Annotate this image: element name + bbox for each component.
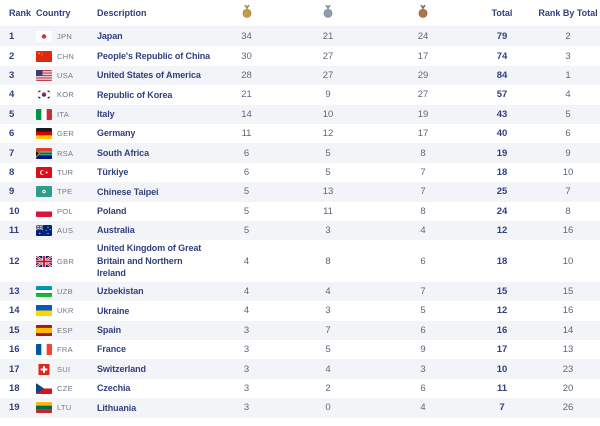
table-row[interactable] (0, 124, 600, 143)
bronze-medal-icon (378, 5, 468, 21)
country-code: JPN (57, 32, 73, 42)
rank-cell: 13 (9, 285, 20, 297)
country-cell (36, 109, 97, 120)
country-code: GER (57, 129, 75, 139)
gold-medal-icon (215, 5, 278, 21)
silver-count: 5 (325, 344, 331, 356)
country-cell (36, 364, 97, 375)
country-cell (36, 167, 97, 178)
total-count: 57 (496, 89, 508, 101)
table-row[interactable] (0, 163, 600, 182)
bronze-count: 29 (417, 69, 429, 81)
country-code: UKR (57, 306, 74, 316)
rank-cell: 17 (9, 363, 20, 375)
gold-count: 14 (241, 108, 252, 120)
bronze-count: 27 (417, 89, 429, 101)
country-flag-icon (36, 51, 52, 62)
gold-count: 34 (241, 31, 252, 43)
table-row[interactable] (0, 240, 600, 282)
total-count: 15 (496, 285, 508, 297)
total-count: 43 (496, 108, 508, 120)
total-count: 12 (496, 305, 508, 317)
rank-cell: 4 (9, 89, 15, 101)
country-name: Ukraine (97, 305, 130, 316)
rank-cell: 18 (9, 382, 20, 394)
silver-count: 3 (325, 225, 331, 237)
rank-cell: 8 (9, 166, 15, 178)
rank-cell: 2 (9, 50, 15, 62)
country-name: Chinese Taipei (97, 186, 159, 197)
rank-by-total: 20 (562, 382, 574, 394)
country-cell (36, 148, 97, 159)
total-count: 18 (496, 255, 508, 267)
total-count: 24 (496, 205, 508, 217)
bronze-count: 7 (420, 186, 426, 198)
silver-count: 13 (322, 186, 334, 198)
rank-by-total: 5 (565, 108, 571, 120)
silver-count: 3 (325, 305, 331, 317)
table-row[interactable] (0, 105, 600, 124)
country-name: France (97, 344, 126, 355)
country-flag-icon (36, 206, 52, 217)
country-code: TPE (57, 187, 73, 197)
country-code: CZE (57, 383, 73, 393)
silver-count: 8 (325, 255, 331, 267)
rank-by-total: 15 (562, 285, 574, 297)
country-flag-icon (36, 225, 52, 236)
country-code: ESP (57, 325, 73, 335)
rank-by-total: 16 (562, 305, 574, 317)
table-row[interactable] (0, 379, 600, 398)
rank-cell: 15 (9, 324, 20, 336)
country-name: South Africa (97, 147, 149, 158)
country-flag-icon (36, 167, 52, 178)
gold-count: 5 (243, 225, 250, 237)
country-code: LTU (57, 403, 72, 413)
country-flag-icon (36, 305, 52, 316)
header-rank: Rank (9, 8, 32, 18)
table-row[interactable] (0, 85, 600, 104)
rank-by-total: 6 (565, 128, 571, 140)
gold-count: 6 (243, 147, 250, 159)
total-count: 19 (496, 147, 508, 159)
rank-by-total: 16 (562, 225, 574, 237)
gold-count: 3 (243, 344, 250, 356)
bronze-count: 19 (417, 108, 429, 120)
silver-count: 12 (322, 128, 334, 140)
country-name: Germany (97, 128, 136, 139)
silver-count: 0 (325, 402, 331, 414)
table-body (0, 27, 600, 418)
bronze-count: 8 (420, 205, 426, 217)
country-flag-icon (36, 31, 52, 42)
country-code: TUR (57, 167, 74, 177)
table-row[interactable] (0, 46, 600, 65)
country-name: United Kingdom of Great Britain and Northern Ireland (97, 243, 202, 279)
table-row[interactable] (0, 359, 600, 378)
table-row[interactable] (0, 221, 600, 240)
country-cell (36, 286, 97, 297)
total-count: 17 (496, 344, 508, 356)
rank-cell: 12 (9, 255, 20, 267)
table-row[interactable] (0, 321, 600, 340)
rank-by-total: 13 (562, 344, 574, 356)
rank-cell: 7 (9, 147, 15, 159)
gold-count: 4 (243, 255, 250, 267)
total-count: 11 (496, 382, 508, 394)
bronze-count: 4 (420, 225, 426, 237)
silver-count: 5 (325, 166, 331, 178)
rank-cell: 11 (9, 225, 20, 237)
rank-by-total: 4 (565, 89, 571, 101)
bronze-count: 8 (420, 147, 426, 159)
rank-by-total: 10 (562, 255, 574, 267)
country-cell (36, 51, 97, 62)
total-count: 10 (496, 363, 508, 375)
silver-count: 5 (325, 147, 331, 159)
country-name: Australia (97, 225, 135, 236)
country-cell (36, 31, 97, 42)
country-flag-icon (36, 148, 52, 159)
country-flag-icon (36, 70, 52, 81)
country-name: People's Republic of China (97, 50, 211, 61)
total-count: 12 (496, 225, 508, 237)
country-name: Uzbekistan (97, 286, 144, 297)
country-code: AUS (57, 226, 74, 236)
gold-count: 6 (243, 166, 250, 178)
gold-count: 4 (243, 305, 250, 317)
total-count: 40 (496, 128, 508, 140)
country-flag-icon (36, 325, 52, 336)
table-row[interactable] (0, 398, 600, 417)
country-code: POL (57, 206, 73, 216)
rank-by-total: 23 (562, 363, 574, 375)
rank-by-total: 10 (562, 166, 574, 178)
gold-count: 5 (243, 186, 250, 198)
country-cell (36, 402, 97, 413)
gold-count: 3 (243, 382, 250, 394)
gold-count: 21 (241, 89, 252, 101)
country-flag-icon (36, 109, 52, 120)
bronze-count: 9 (420, 344, 426, 356)
total-count: 84 (496, 69, 508, 81)
country-flag-icon (36, 402, 52, 413)
silver-count: 2 (325, 382, 331, 394)
country-code: KOR (57, 90, 75, 100)
rank-cell: 1 (9, 31, 15, 43)
country-flag-icon (36, 128, 52, 139)
country-flag-icon (36, 186, 52, 197)
gold-count: 28 (241, 69, 252, 81)
total-count: 18 (496, 166, 508, 178)
country-cell (36, 128, 97, 139)
rank-by-total: 3 (565, 50, 571, 62)
rank-by-total: 26 (562, 402, 574, 414)
country-cell (36, 256, 97, 267)
silver-count: 4 (325, 285, 331, 297)
rank-cell: 9 (9, 186, 15, 198)
country-cell (36, 325, 97, 336)
country-flag-icon (36, 256, 52, 267)
table-row[interactable] (0, 301, 600, 320)
rank-cell: 6 (9, 128, 15, 140)
total-count: 25 (496, 186, 508, 198)
rank-by-total: 1 (565, 69, 571, 81)
silver-count: 10 (322, 108, 334, 120)
silver-count: 27 (322, 69, 334, 81)
bronze-count: 6 (420, 382, 426, 394)
bronze-count: 24 (417, 31, 429, 43)
country-cell (36, 225, 97, 236)
bronze-count: 7 (420, 166, 426, 178)
country-code: USA (57, 70, 74, 80)
rank-cell: 19 (9, 402, 20, 414)
table-row[interactable] (0, 143, 600, 162)
country-flag-icon (36, 89, 52, 100)
rank-cell: 5 (9, 108, 15, 120)
bronze-count: 17 (417, 50, 429, 62)
gold-count: 5 (243, 205, 250, 217)
header-country: Country (36, 8, 71, 18)
total-count: 16 (496, 324, 508, 336)
country-name: Czechia (97, 383, 131, 394)
country-code: RSA (57, 148, 74, 158)
country-code: ITA (57, 109, 70, 119)
silver-count: 21 (322, 31, 334, 43)
header-total: Total (491, 8, 513, 18)
silver-medal-icon (278, 5, 378, 21)
table-row[interactable] (0, 340, 600, 359)
country-name: Poland (97, 205, 127, 216)
bronze-count: 5 (420, 305, 426, 317)
bronze-count: 3 (420, 363, 426, 375)
gold-count: 30 (241, 50, 252, 62)
silver-count: 7 (325, 324, 331, 336)
silver-count: 27 (322, 50, 334, 62)
bronze-count: 4 (420, 402, 426, 414)
silver-count: 11 (323, 205, 333, 217)
table-header (0, 0, 600, 27)
country-flag-icon (36, 344, 52, 355)
total-count: 74 (496, 50, 508, 62)
table-row[interactable] (0, 182, 600, 201)
country-flag-icon (36, 364, 52, 375)
rank-by-total: 14 (562, 324, 574, 336)
country-name: Japan (97, 31, 123, 42)
country-flag-icon (36, 286, 52, 297)
rank-by-total: 8 (565, 205, 571, 217)
rank-by-total: 7 (565, 186, 571, 198)
country-name: Spain (97, 325, 122, 336)
country-name: Republic of Korea (97, 89, 173, 100)
country-code: UZB (57, 286, 73, 296)
total-count: 7 (499, 402, 505, 414)
country-cell (36, 89, 97, 100)
country-code: GBR (57, 256, 75, 266)
bronze-count: 7 (420, 285, 426, 297)
rank-by-total: 9 (565, 147, 571, 159)
country-name: United States of America (97, 70, 201, 81)
country-name: Italy (97, 109, 115, 119)
gold-count: 11 (241, 128, 252, 140)
silver-count: 9 (325, 89, 331, 101)
country-cell (36, 383, 97, 394)
gold-count: 3 (243, 324, 250, 336)
rank-cell: 14 (9, 305, 20, 317)
country-cell (36, 186, 97, 197)
bronze-count: 17 (417, 128, 429, 140)
bronze-count: 6 (420, 255, 426, 267)
table-row[interactable] (0, 282, 600, 301)
gold-count: 4 (243, 285, 250, 297)
table-row[interactable] (0, 202, 600, 221)
header-description: Description (97, 8, 147, 18)
country-code: CHN (57, 51, 75, 61)
table-row[interactable] (0, 27, 600, 46)
table-row[interactable] (0, 66, 600, 85)
country-code: FRA (57, 345, 73, 355)
rank-cell: 10 (9, 205, 20, 217)
rank-cell: 16 (9, 344, 20, 356)
country-cell (36, 70, 97, 81)
country-cell (36, 206, 97, 217)
rank-by-total: 2 (565, 31, 571, 43)
country-name: Lithuania (97, 402, 137, 413)
country-name: Switzerland (97, 363, 146, 374)
country-cell (36, 305, 97, 316)
bronze-count: 6 (420, 324, 426, 336)
header-rank-by-total: Rank By Total (538, 8, 598, 18)
country-name: Türkiye (97, 167, 129, 178)
gold-count: 3 (243, 363, 250, 375)
country-flag-icon (36, 383, 52, 394)
gold-count: 3 (243, 402, 250, 414)
country-code: SUI (57, 364, 71, 374)
silver-count: 4 (325, 363, 331, 375)
country-cell (36, 344, 97, 355)
total-count: 79 (496, 31, 508, 43)
rank-cell: 3 (9, 69, 15, 81)
